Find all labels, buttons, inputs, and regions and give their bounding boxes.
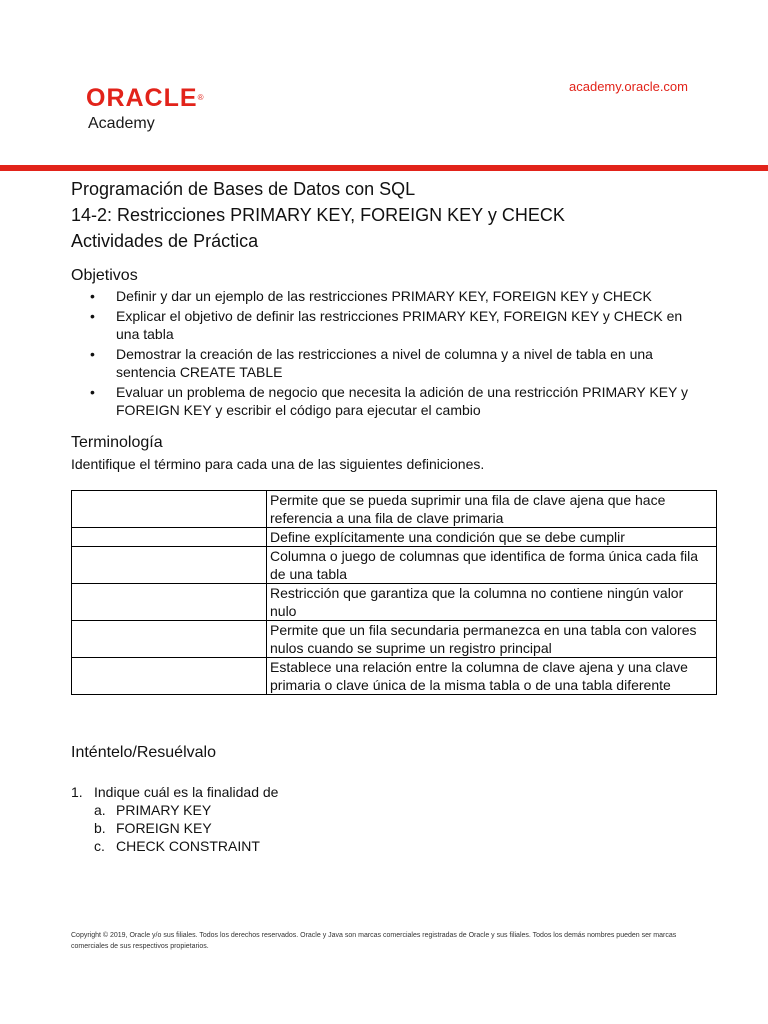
document-title bbox=[71, 176, 565, 254]
question-text: Indique cuál es la finalidad de bbox=[94, 784, 279, 800]
terminology-heading: Terminología bbox=[71, 434, 163, 451]
objectives-list bbox=[88, 287, 708, 421]
site-url-link[interactable]: academy.oracle.com bbox=[569, 79, 688, 94]
term-answer-cell[interactable] bbox=[72, 528, 267, 547]
table-row bbox=[72, 528, 717, 547]
definition-cell: Permite que un fila secundaria permanezca en una tabla con valores nulos cuando se suprime un registro principal bbox=[267, 621, 717, 658]
title-course: Programación de Bases de Datos con SQL bbox=[71, 179, 416, 199]
terminology-table bbox=[71, 490, 717, 695]
table-row bbox=[72, 584, 717, 621]
table-row bbox=[72, 658, 717, 695]
registered-mark: ® bbox=[197, 93, 204, 102]
logo-wordmark: ORACLE® bbox=[86, 84, 204, 112]
subitem-text: CHECK CONSTRAINT bbox=[116, 838, 260, 854]
objective-item: • Explicar el objetivo de definir las restricciones PRIMARY KEY, FOREIGN KEY y CHECK en una tabla bbox=[88, 307, 708, 343]
subitem-text: PRIMARY KEY bbox=[116, 802, 212, 818]
table-row bbox=[72, 621, 717, 658]
subitem-mark: c. bbox=[94, 838, 105, 854]
subitem-mark: b. bbox=[94, 820, 106, 836]
term-answer-cell[interactable] bbox=[72, 491, 267, 528]
definition-cell: Establece una relación entre la columna de clave ajena y una clave primaria o clave única de la misma tabla o de una tabla diferente bbox=[267, 658, 717, 695]
list-item bbox=[94, 819, 260, 837]
subitem-mark: a. bbox=[94, 802, 106, 818]
list-item bbox=[94, 837, 260, 855]
title-lesson: 14-2: Restricciones PRIMARY KEY, FOREIGN KEY y CHECK bbox=[71, 205, 565, 225]
definition-cell: Columna o juego de columnas que identifica de forma única cada fila de una tabla bbox=[267, 547, 717, 584]
table-row bbox=[72, 547, 717, 584]
objective-item: • Demostrar la creación de las restricciones a nivel de columna y a nivel de tabla en una sentencia CREATE TABLE bbox=[88, 345, 708, 381]
term-answer-cell[interactable] bbox=[72, 547, 267, 584]
logo-subtitle: Academy bbox=[88, 115, 155, 132]
term-answer-cell[interactable] bbox=[72, 584, 267, 621]
objective-item: • Evaluar un problema de negocio que necesita la adición de una restricción PRIMARY KEY y FOREIGN KEY y escribir el código para ejecutar el cambio bbox=[88, 383, 708, 419]
terminology-instructions: Identifique el término para cada una de las siguientes definiciones. bbox=[71, 456, 485, 472]
title-activity: Actividades de Práctica bbox=[71, 231, 259, 251]
definition-cell: Permite que se pueda suprimir una fila de clave ajena que hace referencia a una fila de clave primaria bbox=[267, 491, 717, 528]
oracle-academy-logo bbox=[86, 84, 203, 133]
definition-cell: Define explícitamente una condición que se debe cumplir bbox=[267, 528, 717, 547]
objectives-heading: Objetivos bbox=[71, 267, 138, 284]
header-divider bbox=[0, 165, 768, 171]
question-1 bbox=[71, 783, 278, 801]
question-number: 1. bbox=[71, 784, 83, 800]
term-answer-cell[interactable] bbox=[72, 658, 267, 695]
term-answer-cell[interactable] bbox=[72, 621, 267, 658]
table-row bbox=[72, 491, 717, 528]
question-1-subitems bbox=[94, 801, 260, 855]
definition-cell: Restricción que garantiza que la columna no contiene ningún valor nulo bbox=[267, 584, 717, 621]
subitem-text: FOREIGN KEY bbox=[116, 820, 212, 836]
objective-item: • Definir y dar un ejemplo de las restricciones PRIMARY KEY, FOREIGN KEY y CHECK bbox=[88, 287, 708, 305]
practice-heading: Inténtelo/Resuélvalo bbox=[71, 744, 216, 761]
list-item bbox=[94, 801, 260, 819]
copyright-notice: Copyright © 2019, Oracle y/o sus filiales. Todos los derechos reservados. Oracle y Java son marcas comerciales registradas de Oracle y sus filiales. Todos los demás nombres pueden ser marcas comerciales de sus respectivos propietarios. bbox=[71, 932, 677, 950]
